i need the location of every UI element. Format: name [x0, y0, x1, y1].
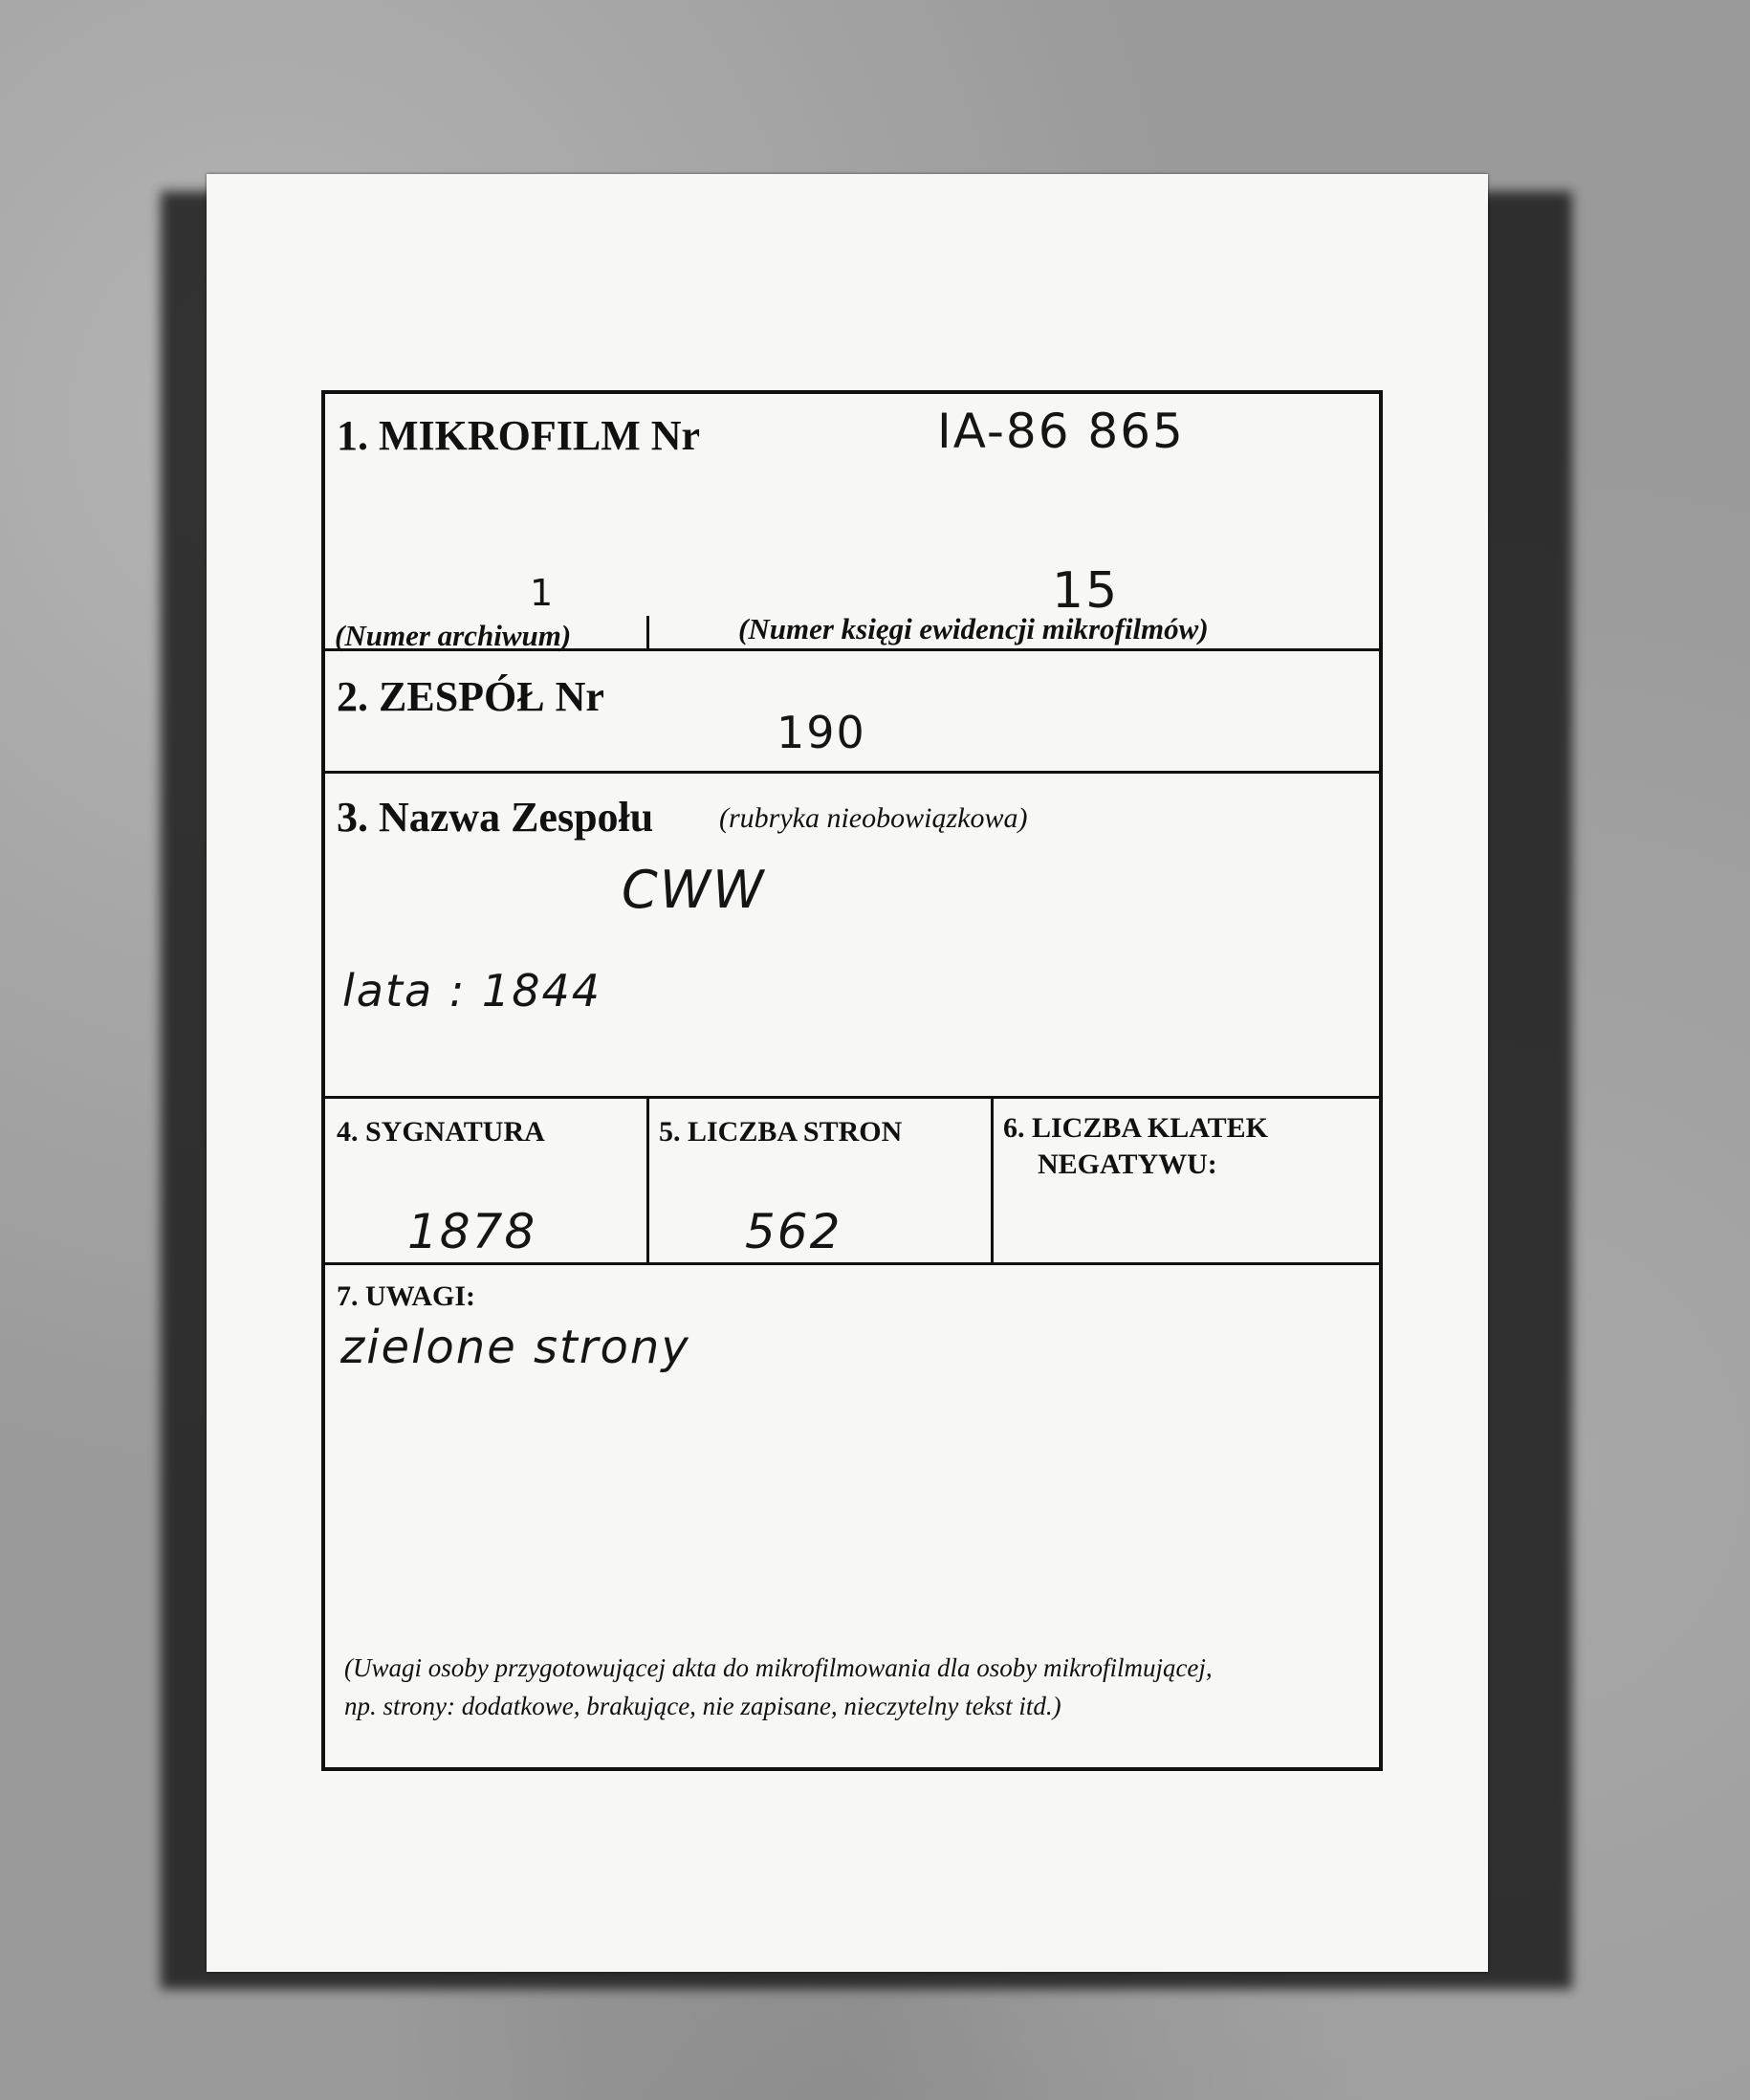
- frame-count-cell: [991, 1099, 1379, 1262]
- microfilm-number-value: IA-86 865: [937, 404, 1185, 459]
- page-count-label: 5. LICZBA STRON: [659, 1116, 903, 1148]
- remarks-label: 7. UWAGI:: [337, 1280, 476, 1312]
- microfilm-form: [321, 390, 1383, 1771]
- fonds-years-value: lata : 1844: [342, 965, 602, 1017]
- paper-sheet: [207, 174, 1488, 1972]
- section-microfilm-number: [325, 394, 1379, 652]
- remarks-instructions: [344, 1649, 1213, 1725]
- fonds-number-value: 190: [777, 707, 866, 758]
- section-fonds-name: [325, 771, 1379, 1096]
- frame-count-label-line2: NEGATYWU:: [1038, 1148, 1217, 1180]
- register-number-label: (Numer księgi ewidencji mikrofilmów): [738, 612, 1209, 645]
- section-counts: [325, 1096, 1379, 1262]
- page-count-cell: [646, 1099, 991, 1262]
- archive-number-label: (Numer archiwum): [335, 619, 572, 652]
- remarks-instructions-line2: np. strony: dodatkowe, brakujące, nie zapisane, nieczytelny tekst itd.): [344, 1692, 1061, 1720]
- fonds-name-label: 3. Nazwa Zespołu: [337, 794, 654, 841]
- section-fonds-number: [325, 648, 1379, 771]
- page-count-value: 562: [745, 1204, 842, 1259]
- microfilm-number-label: 1. MIKROFILM Nr: [337, 412, 701, 459]
- archive-number-value: 1: [530, 572, 556, 614]
- section-remarks: [325, 1262, 1379, 1767]
- signature-label: 4. SYGNATURA: [337, 1116, 545, 1148]
- fonds-name-value: CWW: [622, 860, 766, 920]
- divider: [646, 616, 649, 648]
- fonds-name-note: (rubryka nieobowiązkowa): [719, 802, 1028, 834]
- fonds-number-label: 2. ZESPÓŁ Nr: [337, 673, 604, 720]
- signature-value: 1878: [407, 1204, 537, 1259]
- register-number-value: 15: [1052, 562, 1120, 620]
- remarks-value: zielone strony: [340, 1321, 690, 1374]
- signature-cell: [325, 1099, 646, 1262]
- remarks-instructions-line1: (Uwagi osoby przygotowującej akta do mikrofilmowania dla osoby mikrofilmującej,: [344, 1653, 1213, 1682]
- frame-count-label-line1: 6. LICZBA KLATEK: [1003, 1112, 1269, 1144]
